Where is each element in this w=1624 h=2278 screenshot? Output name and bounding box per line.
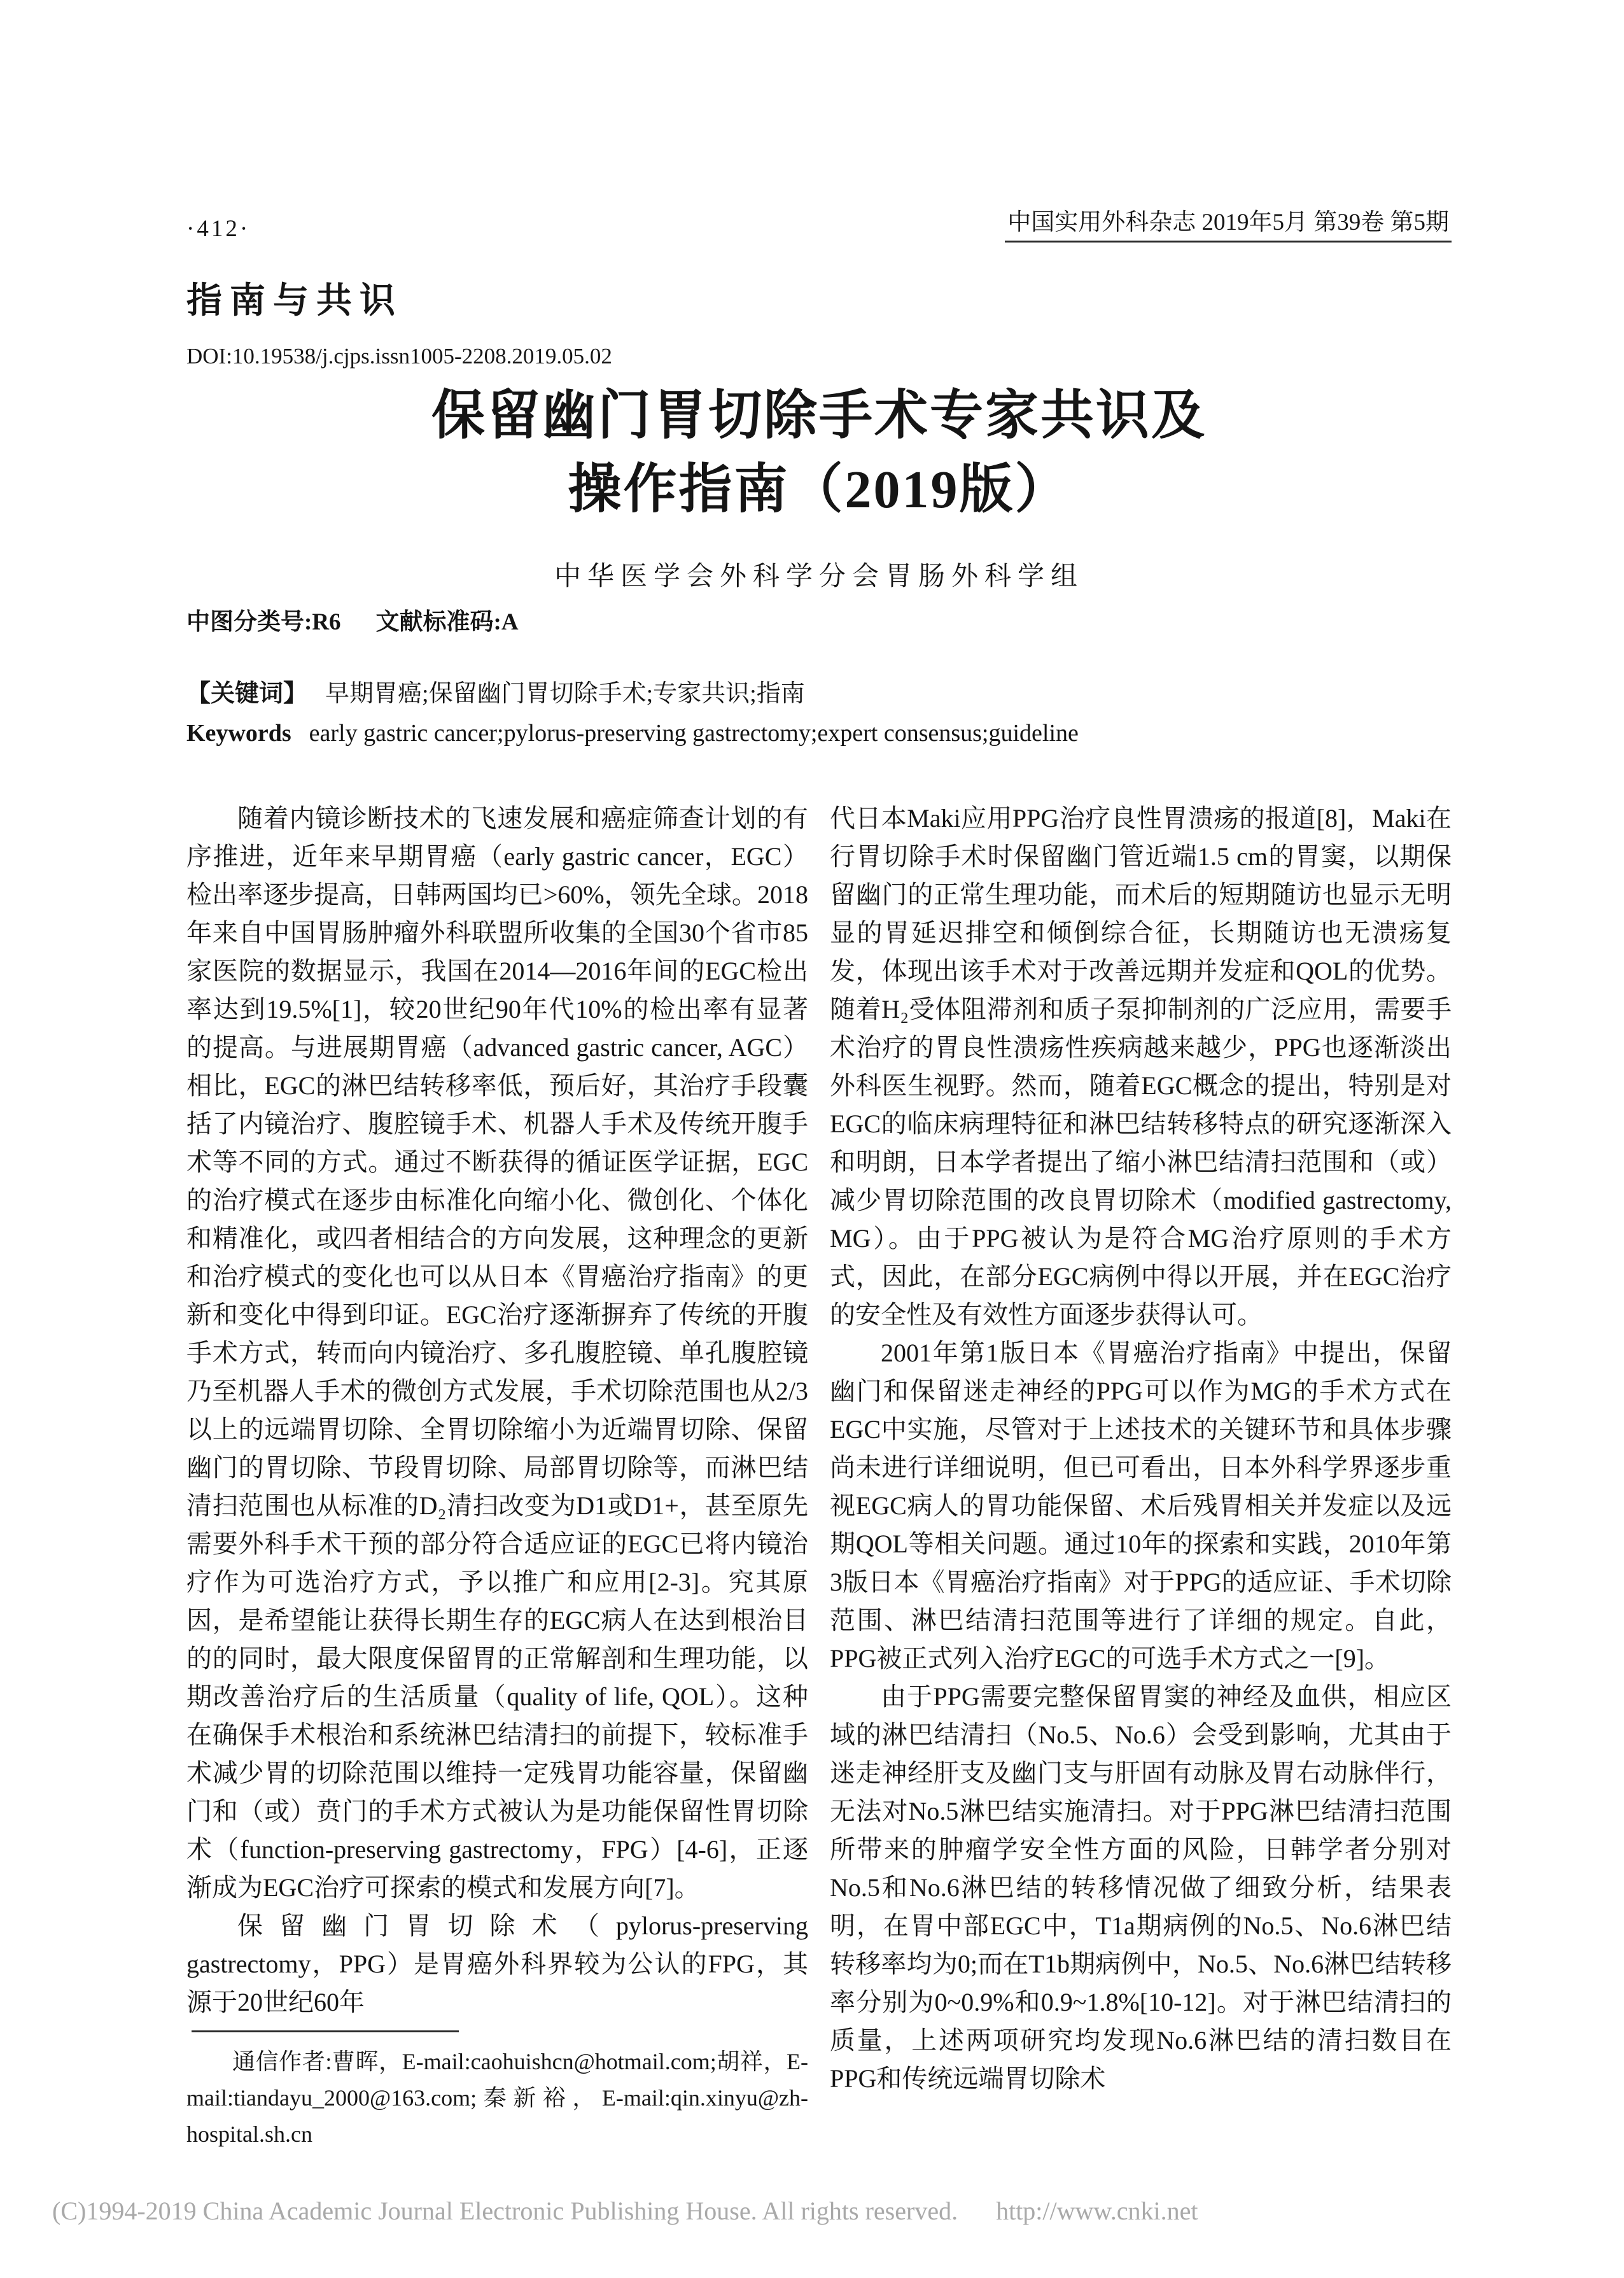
article-title <box>186 379 1452 527</box>
paragraph: 由于PPG需要完整保留胃窦的神经及血供，相应区域的淋巴结清扫（No.5、No.6）会受到影响，尤其由于迷走神经肝支及幽门支与肝固有动脉及胃右动脉伴行，无法对No.5淋巴结实施清扫。对于PPG淋巴结清扫范围所带来的肿瘤学安全性方面的风险，日韩学者分别对No.5和No.6淋巴结的转移情况做了细致分析，结果表明，在胃中部EGC中，T1a期病例的No.5、No.6淋巴结转移率均为0;而在T1b期病例中，No.5、No.6淋巴结转移率分别为0~0.9%和0.9~1.8%[10-12]。对于淋巴结清扫的质量，上述两项研究均发现No.6淋巴结的清扫数目在PPG和传统远端胃切除术 <box>830 1682 1452 2093</box>
cnki-footer <box>52 2196 1573 2226</box>
page-header <box>186 202 1452 243</box>
section-label: 指南与共识 <box>186 281 403 321</box>
keywords-en-text: early gastric cancer;pylorus-preserving gastrectomy;expert consensus;guideline <box>309 720 1079 747</box>
keywords-en-row <box>186 719 1452 747</box>
keywords-cn-text: 早期胃癌;保留幽门胃切除手术;专家共识;指南 <box>325 680 805 707</box>
copyright-text: (C)1994-2019 China Academic Journal Electronic Publishing House. All rights reserved. <box>52 2197 958 2225</box>
paragraph: 2001年第1版日本《胃癌治疗指南》中提出，保留幽门和保留迷走神经的PPG可以作为MG的手术方式在EGC中实施，尽管对于上述技术的关键环节和具体步骤尚未进行详细说明，但已可看出，日本外科学界逐步重视EGC病人的胃功能保留、术后残胃相关并发症以及远期QOL等相关问题。通过10年的探索和实践，2010年第3版日本《胃癌治疗指南》对于PPG的适应证、手术切除范围、淋巴结清扫范围等进行了详细的规定。自此，PPG被正式列入治疗EGC的可选手术方式之一[9]。 <box>830 1339 1452 1673</box>
paragraph: 保留幽门胃切除术（pylorus-preserving gastrectomy，PPG）是胃癌外科界较为公认的FPG，其源于20世纪60年 <box>186 1911 808 2016</box>
body-columns <box>186 799 1452 2153</box>
document-code: 文献标准码:A <box>375 609 519 635</box>
right-column <box>830 799 1452 2153</box>
keywords-cn-label: 【关键词】 <box>186 680 308 707</box>
keywords-en-label: Keywords <box>186 720 291 747</box>
paragraph: 代日本Maki应用PPG治疗良性胃溃疡的报道[8]，Maki在行胃切除手术时保留幽门管近端1.5 cm的胃窦，以期保留幽门的正常生理功能，而术后的短期随访也显示无明显的胃延迟排空和倾倒综合征，长期随访也无溃疡复发，体现出该手术对于改善远期并发症和QOL的优势。随着H₂受体阻滞剂和质子泵抑制剂的广泛应用，需要手术治疗的胃良性溃疡性疾病越来越少，PPG也逐渐淡出外科医生视野。然而，随着EGC概念的提出，特别是对EGC的临床病理特征和淋巴结转移特点的研究逐渐深入和明朗，日本学者提出了缩小淋巴结清扫范围和（或）减少胃切除范围的改良胃切除术（modified gastrectomy, MG）。由于PPG被认为是符合MG治疗原则的手术方式，因此，在部分EGC病例中得以开展，并在EGC治疗的安全性及有效性方面逐步获得认可。 <box>830 804 1452 1329</box>
article-title-line2: 操作指南（2019版） <box>568 460 1070 519</box>
classification-meta <box>186 602 519 636</box>
keywords-cn-row <box>186 673 1452 708</box>
journal-issue-info: 中国实用外科杂志 2019年5月 第39卷 第5期 <box>1005 202 1452 243</box>
article-title-line1: 保留幽门胃切除手术专家共识及 <box>431 386 1207 446</box>
doi: DOI:10.19538/j.cjps.issn1005-2208.2019.05.02 <box>186 344 612 369</box>
author-group: 中华医学会外科学分会胃肠外科学组 <box>554 562 1084 591</box>
paragraph: 随着内镜诊断技术的飞速发展和癌症筛查计划的有序推进，近年来早期胃癌（early gastric cancer，EGC）检出率逐步提高，日韩两国均已>60%，领先全球。2018年来自中国胃肠肿瘤外科联盟所收集的全国30个省市85家医院的数据显示，我国在2014—2016年间的EGC检出率达到19.5%[1]，较20世纪90年代10%的检出率有显著的提高。与进展期胃癌（advanced gastric cancer, AGC）相比，EGC的淋巴结转移率低，预后好，其治疗手段囊括了内镜治疗、腹腔镜手术、机器人手术及传统开腹手术等不同的方式。通过不断获得的循证医学证据，EGC的治疗模式在逐步由标准化向缩小化、微创化、个体化和精准化，或四者相结合的方向发展，这种理念的更新和治疗模式的变化也可以从日本《胃癌治疗指南》的更新和变化中得到印证。EGC治疗逐渐摒弃了传统的开腹手术方式，转而向内镜治疗、多孔腹腔镜、单孔腹腔镜乃至机器人手术的微创方式发展，手术切除范围也从2/3以上的远端胃切除、全胃切除缩小为近端胃切除、保留幽门的胃切除、节段胃切除、局部胃切除等，而淋巴结清扫范围也从标准的D₂清扫改变为D1或D1+，甚至原先需要外科手术干预的部分符合适应证的EGC已将内镜治疗作为可选治疗方式，予以推广和应用[2-3]。究其原因，是希望能让获得长期生存的EGC病人在达到根治目的的同时，最大限度保留胃的正常解剖和生理功能，以期改善治疗后的生活质量（quality of life, QOL）。这种在确保手术根治和系统淋巴结清扫的前提下，较标准手术减少胃的切除范围以维持一定残胃功能容量，保留幽门和（或）贲门的手术方式被认为是功能保留性胃切除术（function-preserving gastrectomy，FPG）[4-6]，正逐渐成为EGC治疗可探索的模式和发展方向[7]。 <box>186 804 808 1902</box>
page-number: ·412· <box>186 216 251 242</box>
clc-number: 中图分类号:R6 <box>186 609 341 635</box>
cnki-url: http://www.cnki.net <box>996 2197 1198 2225</box>
left-column <box>186 799 808 2153</box>
corresponding-author-note: 通信作者:曹晖，E-mail:caohuishcn@hotmail.com;胡祥，E-mail:tiandayu_2000@163.com;秦新裕，E-mail:qin.xinyu@zh-hospital.sh.cn <box>186 2049 808 2147</box>
footnote-divider <box>192 2030 459 2032</box>
